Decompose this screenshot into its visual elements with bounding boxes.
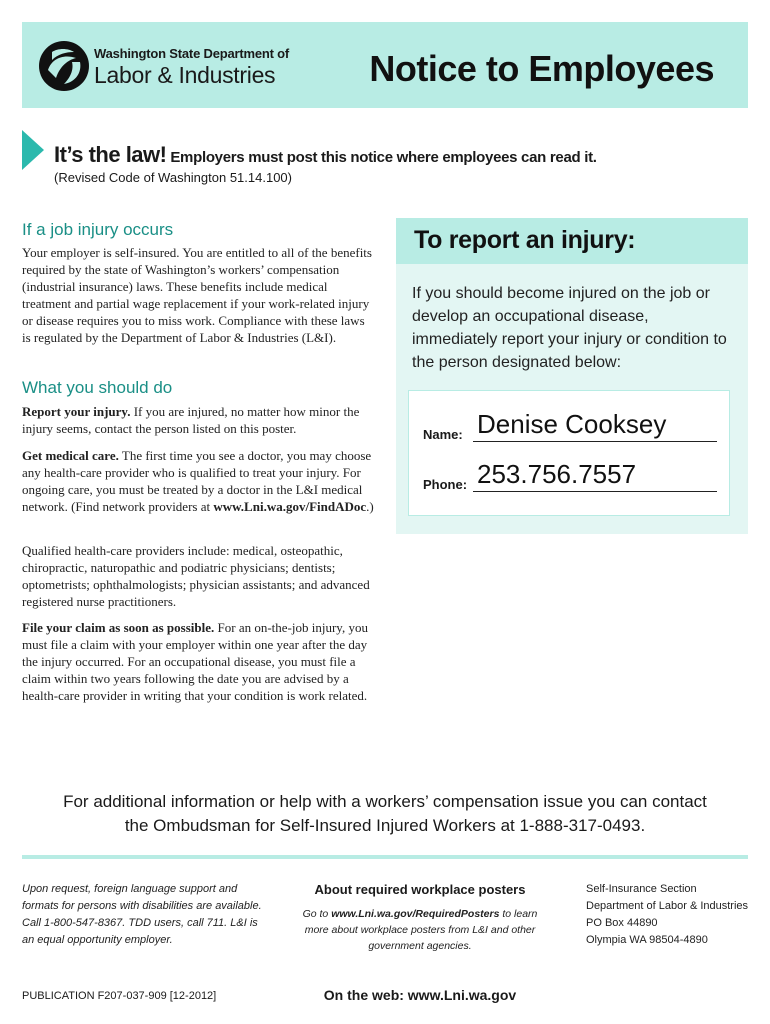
medical-care-lead: Get medical care. (22, 448, 119, 463)
posters-suffix: to learn more about workplace posters from L&I and other government agencies. (304, 908, 538, 952)
section-heading-what-to-do: What you should do (22, 378, 173, 397)
posters-prefix: Go to (302, 908, 332, 920)
logo-agency-line: Washington State Department of (94, 46, 290, 61)
contact-phone: 253.756.7557 (477, 459, 637, 489)
name-underline (473, 441, 717, 442)
logo-department-name: Labor & Industries (94, 62, 276, 88)
medical-care-end: .) (366, 499, 374, 514)
designated-contact-card (408, 390, 730, 516)
providers-paragraph: Qualified health-care providers include: medical, osteopathic, chiropractic, naturopathic and podiatric physicians; dentists; optometrists; ophthalmologists; physician assistants; and advanced registered nurse practitioners. (22, 543, 370, 609)
law-statement (54, 142, 597, 168)
contact-line-2: the Ombudsman for Self-Insured Injured Workers at 1-888-317-0493. (124, 816, 646, 835)
report-instructions: If you should become injured on the job or develop an occupational disease, immediately report your injury or condition to the person designated below: (412, 285, 727, 371)
posters-heading: About required workplace posters (314, 882, 526, 897)
contact-line-1: For additional information or help with a workers’ compensation issue you can contact (63, 792, 707, 811)
posters-info (300, 906, 540, 954)
report-box (396, 264, 748, 534)
section-heading-job-injury: If a job injury occurs (22, 220, 174, 239)
arrow-icon (22, 130, 44, 170)
accessibility-notice: Upon request, foreign language support and formats for persons with disabilities are available. Call 1-800-547-8367. TDD users, call 711. L&I is an equal opportunity employer. (22, 883, 262, 946)
publication-number: PUBLICATION F207-037-909 [12-2012] (22, 990, 217, 1002)
required-posters-link[interactable]: www.Lni.wa.gov/RequiredPosters (331, 908, 500, 920)
header-banner (22, 22, 748, 108)
divider (22, 855, 748, 859)
lni-logo-icon (38, 40, 90, 92)
file-claim-text: For an on-the-job injury, you must file a claim with your employer within one year after the day the injury occurred. For an occupational disease, you must file a claim within two years following the date you are advised by a health-care provider in writing that your condition is work related. (22, 620, 368, 703)
report-injury-lead: Report your injury. (22, 404, 131, 419)
law-emphasis: It’s the law! (54, 142, 167, 167)
name-label: Name: (423, 427, 463, 442)
ombudsman-contact (40, 790, 730, 838)
medical-care-paragraph (22, 447, 377, 515)
phone-label: Phone: (423, 477, 468, 492)
page-title: Notice to Employees (369, 48, 714, 89)
report-box-header (396, 218, 748, 264)
phone-underline (473, 491, 717, 492)
agency-logo (38, 38, 338, 94)
address-line-3: PO Box 44890 (586, 917, 658, 929)
report-injury-paragraph (22, 403, 377, 437)
report-title: To report an injury: (414, 226, 636, 254)
website-link[interactable]: On the web: www.Lni.wa.gov (323, 987, 517, 1003)
contact-name: Denise Cooksey (477, 409, 667, 439)
law-instruction: Employers must post this notice where employees can read it. (166, 149, 597, 166)
file-claim-lead: File your claim as soon as possible. (22, 620, 215, 635)
address-line-4: Olympia WA 98504-4890 (586, 934, 708, 946)
job-injury-text: Your employer is self-insured. You are entitled to all of the benefits required by the state of Washington’s workers’ compensation (industrial insurance) laws. These benefits include medical treatment and partial wage replacement if your work-related injury or disease requires you to miss work. Compliance with these laws is regulated by the Department of Labor & Industries (L&I). (22, 245, 372, 345)
agency-address (586, 881, 756, 949)
address-line-1: Self-Insurance Section (586, 883, 697, 895)
file-claim-paragraph (22, 619, 377, 704)
address-line-2: Department of Labor & Industries (586, 900, 749, 912)
find-a-doc-link[interactable]: www.Lni.wa.gov/FindADoc (213, 499, 367, 514)
medical-care-text: The first time you see a doctor, you may choose any health-care provider who is qualified to treat your injury. For ongoing care, you must be treated by a doctor in the L&I medical network. (Find network providers at (22, 448, 372, 514)
report-injury-text: If you are injured, no matter how minor the injury seems, contact the person listed on this poster. (22, 404, 360, 436)
law-reference: (Revised Code of Washington 51.14.100) (54, 170, 292, 185)
